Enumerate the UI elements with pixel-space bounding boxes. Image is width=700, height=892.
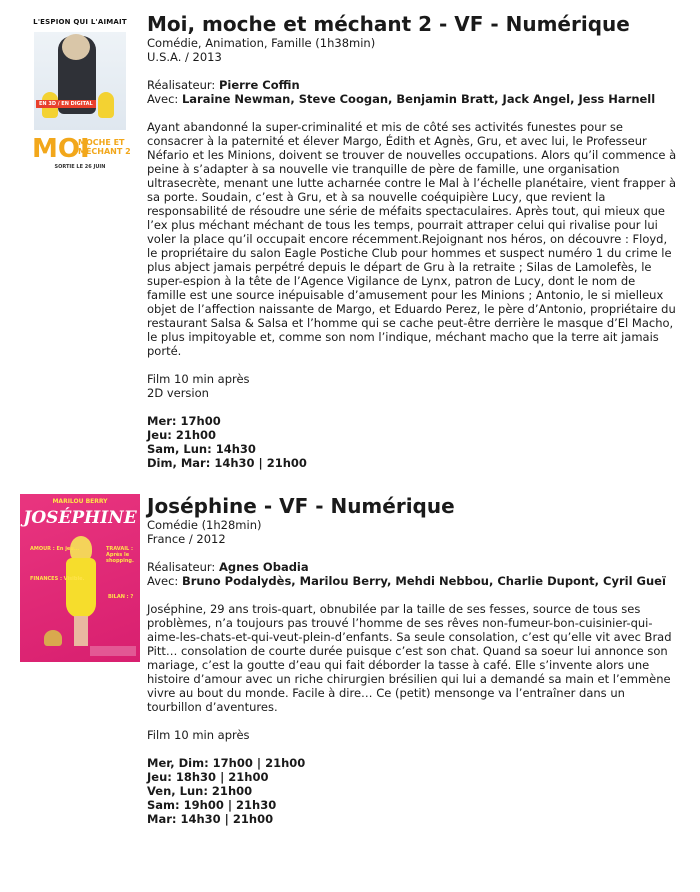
movie-cast bbox=[147, 574, 677, 588]
poster-logo: JOSÉPHINE bbox=[23, 508, 137, 528]
poster-logo: MOI bbox=[32, 134, 90, 164]
showtime-row: Ven, Lun: 21h00 bbox=[147, 784, 253, 798]
movie-title[interactable]: Joséphine - VF - Numérique bbox=[147, 494, 455, 518]
movie-synopsis: Joséphine, 29 ans trois-quart, obnubilée par la taille de ses fesses, source de tous ses problèmes, n’a toujours pas trouvé l’homme de ses rêves non-fumeur-bon-cuisinier-qui-aime-les-chats-et-qui-veut-plein-d’enfants. Sa seule consolation, c’est qu’elle vit avec Brad Pitt… consolation de courte durée puisque c’est son chat. Quand sa soeur lui annonce son mariage, c’est la goutte d’eau qui fait déborder la tasse à café. Elle s’invente alors une histoire d’amour avec un riche chirurgien brésilien qui lui a demandé sa main et l’emmène vivre au bout du monde. Facile à dire… Ce (petit) mensonge va l’entraîner dans un tourbillon d’aventures. bbox=[147, 602, 672, 714]
movie-extra: Film 10 min après bbox=[147, 372, 250, 386]
poster-character-head bbox=[62, 34, 90, 60]
movie-poster[interactable] bbox=[20, 494, 140, 662]
poster-header: L'ESPION QUI L'AIMAIT bbox=[33, 18, 127, 26]
cast-names: Laraine Newman, Steve Coogan, Benjamin Bratt, Jack Angel, Jess Harnell bbox=[181, 92, 656, 106]
cast-names: Bruno Podalydès, Marilou Berry, Mehdi Nebbou, Charlie Dupont, Cyril Gueï bbox=[181, 574, 666, 588]
poster-tagline: FINANCES : Visible. bbox=[30, 576, 85, 582]
poster-tagline: TRAVAIL : Après le shopping. bbox=[106, 546, 134, 564]
director-label: Réalisateur: bbox=[147, 78, 216, 92]
movie-origin: U.S.A. / 2013 bbox=[147, 50, 222, 64]
poster-cat bbox=[44, 630, 62, 646]
showtime-row: Sam, Lun: 14h30 bbox=[147, 442, 256, 456]
showtime-row: Sam: 19h00 | 21h30 bbox=[147, 798, 277, 812]
cast-label: Avec: bbox=[147, 574, 179, 588]
cast-label: Avec: bbox=[147, 92, 179, 106]
poster-release-date: SORTIE LE 26 JUIN bbox=[54, 164, 106, 170]
poster-topline: MARILOU BERRY bbox=[52, 498, 108, 505]
movie-cast bbox=[147, 92, 677, 106]
poster-minion bbox=[98, 92, 114, 118]
poster-character-legs bbox=[74, 616, 88, 646]
movie-title[interactable]: Moi, moche et méchant 2 - VF - Numérique bbox=[147, 12, 630, 36]
movie-origin: France / 2012 bbox=[147, 532, 226, 546]
showtime-row: Mer, Dim: 17h00 | 21h00 bbox=[147, 756, 306, 770]
poster-tagline: BILAN : ? bbox=[108, 594, 134, 600]
movie-genre: Comédie, Animation, Famille (1h38min) bbox=[147, 36, 376, 50]
movie-extra: Film 10 min après bbox=[147, 728, 250, 742]
showtime-row: Jeu: 18h30 | 21h00 bbox=[147, 770, 269, 784]
director-name: Agnes Obadia bbox=[218, 560, 309, 574]
movie-director bbox=[147, 560, 677, 574]
poster-logo-subtitle: MOCHE ET MÉCHANT 2 bbox=[78, 138, 131, 156]
poster-credits-block bbox=[90, 646, 136, 656]
director-label: Réalisateur: bbox=[147, 560, 216, 574]
poster-character bbox=[66, 536, 96, 646]
showtime-row: Dim, Mar: 14h30 | 21h00 bbox=[147, 456, 307, 470]
poster-character-dress bbox=[66, 558, 96, 618]
showtime-row: Mar: 14h30 | 21h00 bbox=[147, 812, 274, 826]
showtimes bbox=[147, 414, 677, 470]
poster-badge: EN 3D / EN DIGITAL bbox=[36, 100, 96, 108]
showtime-row: Mer: 17h00 bbox=[147, 414, 221, 428]
movie-synopsis: Ayant abandonné la super-criminalité et mis de côté ses activités funestes pour se consacrer à la paternité et élever Margo, Édith et Agnès, Gru, et avec lui, le Professeur Néfario et les Minions, doivent se trouver de nouvelles occupations. Alors qu’il commence à peine à s’adapter à sa nouvelle vie tranquille de père de famille, une organisation ultrasecrète, menant une lutte acharnée contre le Mal à l’échelle planétaire, vient frapper à sa porte. Soudain, c’est à Gru, et à sa nouvelle coéquipière Lucy, que revient la responsabilité de résoudre une série de méfaits spectaculaires. Après tout, qui mieux que l’ex plus méchant méchant de tous les temps, pourrait attraper celui qui rivalise pour lui voler la place qu’il occupait encore récemment.Rejoignant nos héros, on découvre : Floyd, le propriétaire du salon Eagle Postiche Club pour hommes et suspect numéro 1 du crime le plus abject jamais perpétré depuis le départ de Gru à la retraite ; Silas de Lamolefès, le super-espion à la tête de l’Agence Vigilance de Lynx, patron de Lucy, dont le nom de famille est une source inépuisable d’amusement pour les Minions ; Antonio, le si mielleux objet de l’affection naissante de Margo, et Eduardo Perez, le père d’Antonio, propriétaire du restaurant Salsa & Salsa et l’homme qui se cache peut-être derrière le masque d’El Macho, le plus impitoyable et, comme son nom l’indique, méchant macho que la terre ait jamais porté. bbox=[147, 120, 677, 358]
showtime-row: Jeu: 21h00 bbox=[147, 428, 217, 442]
movie-genre: Comédie (1h28min) bbox=[147, 518, 262, 532]
director-name: Pierre Coffin bbox=[218, 78, 300, 92]
movie-director bbox=[147, 78, 677, 92]
movie-poster[interactable] bbox=[20, 12, 140, 180]
showtimes bbox=[147, 756, 677, 826]
movie-details bbox=[147, 494, 677, 826]
poster-tagline: AMOUR : En jeu... bbox=[30, 546, 80, 552]
movie-details bbox=[147, 12, 677, 470]
movie-extra: 2D version bbox=[147, 386, 209, 400]
